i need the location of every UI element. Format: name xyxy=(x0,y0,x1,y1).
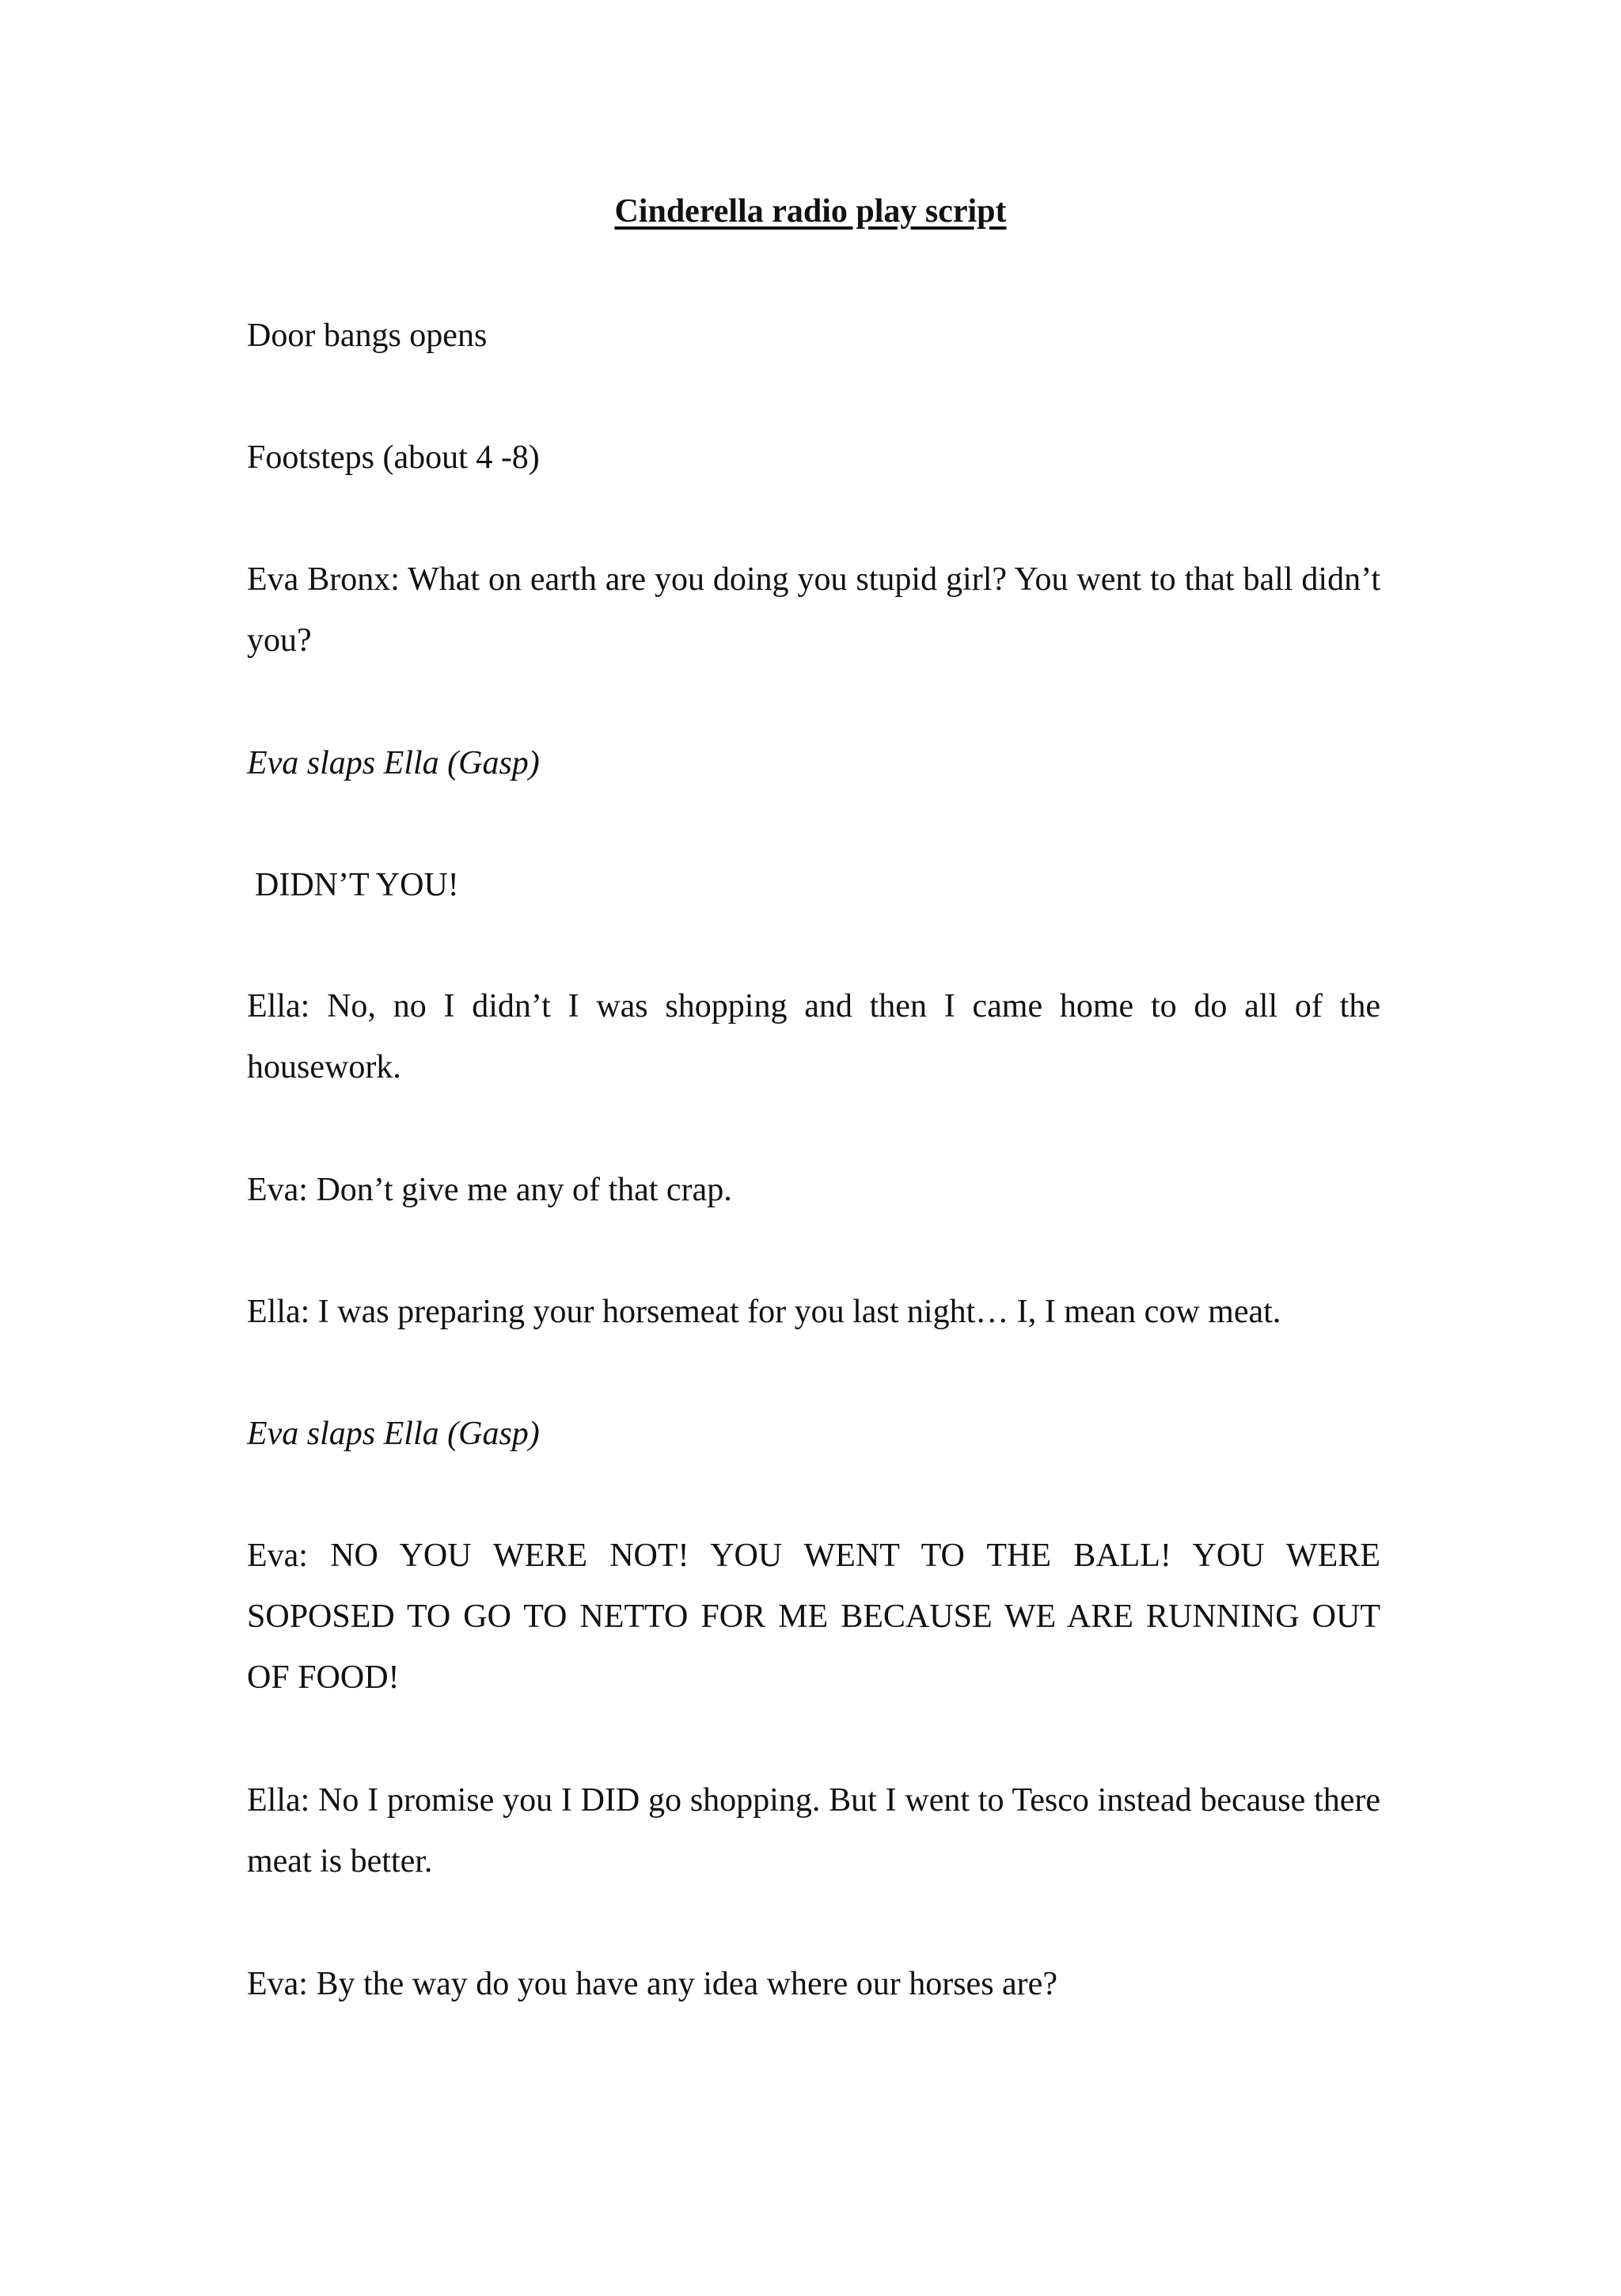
dialogue-line: Eva Bronx: What on earth are you doing you stupid girl? You went to that ball didn’t you? xyxy=(247,561,1380,659)
dialogue-line: Ella: No I promise you I DID go shopping. But I went to Tesco instead because there meat is better. xyxy=(247,1782,1380,1880)
dialogue-line: DIDN’T YOU! xyxy=(255,867,459,903)
dialogue-line: Eva: Don’t give me any of that crap. xyxy=(247,1172,732,1208)
dialogue-line: Eva: NO YOU WERE NOT! YOU WENT TO THE BALL! YOU WERE SOPOSED TO GO TO NETTO FOR ME BECAUSE WE ARE RUNNING OUT OF FOOD! xyxy=(247,1538,1380,1696)
dialogue-line: Eva: By the way do you have any idea where our horses are? xyxy=(247,1966,1057,2002)
dialogue-line: Ella: No, no I didn’t I was shopping and then I came home to do all of the housework. xyxy=(247,988,1380,1085)
dialogue-line: Ella: I was preparing your horsemeat for you last night… I, I mean cow meat. xyxy=(247,1294,1281,1330)
stage-direction: Door bangs opens xyxy=(247,317,488,354)
stage-direction: Footsteps (about 4 -8) xyxy=(247,439,540,476)
page-title: Cinderella radio play script xyxy=(614,193,1007,230)
stage-direction: Eva slaps Ella (Gasp) xyxy=(247,745,540,781)
stage-direction: Eva slaps Ella (Gasp) xyxy=(247,1416,540,1452)
